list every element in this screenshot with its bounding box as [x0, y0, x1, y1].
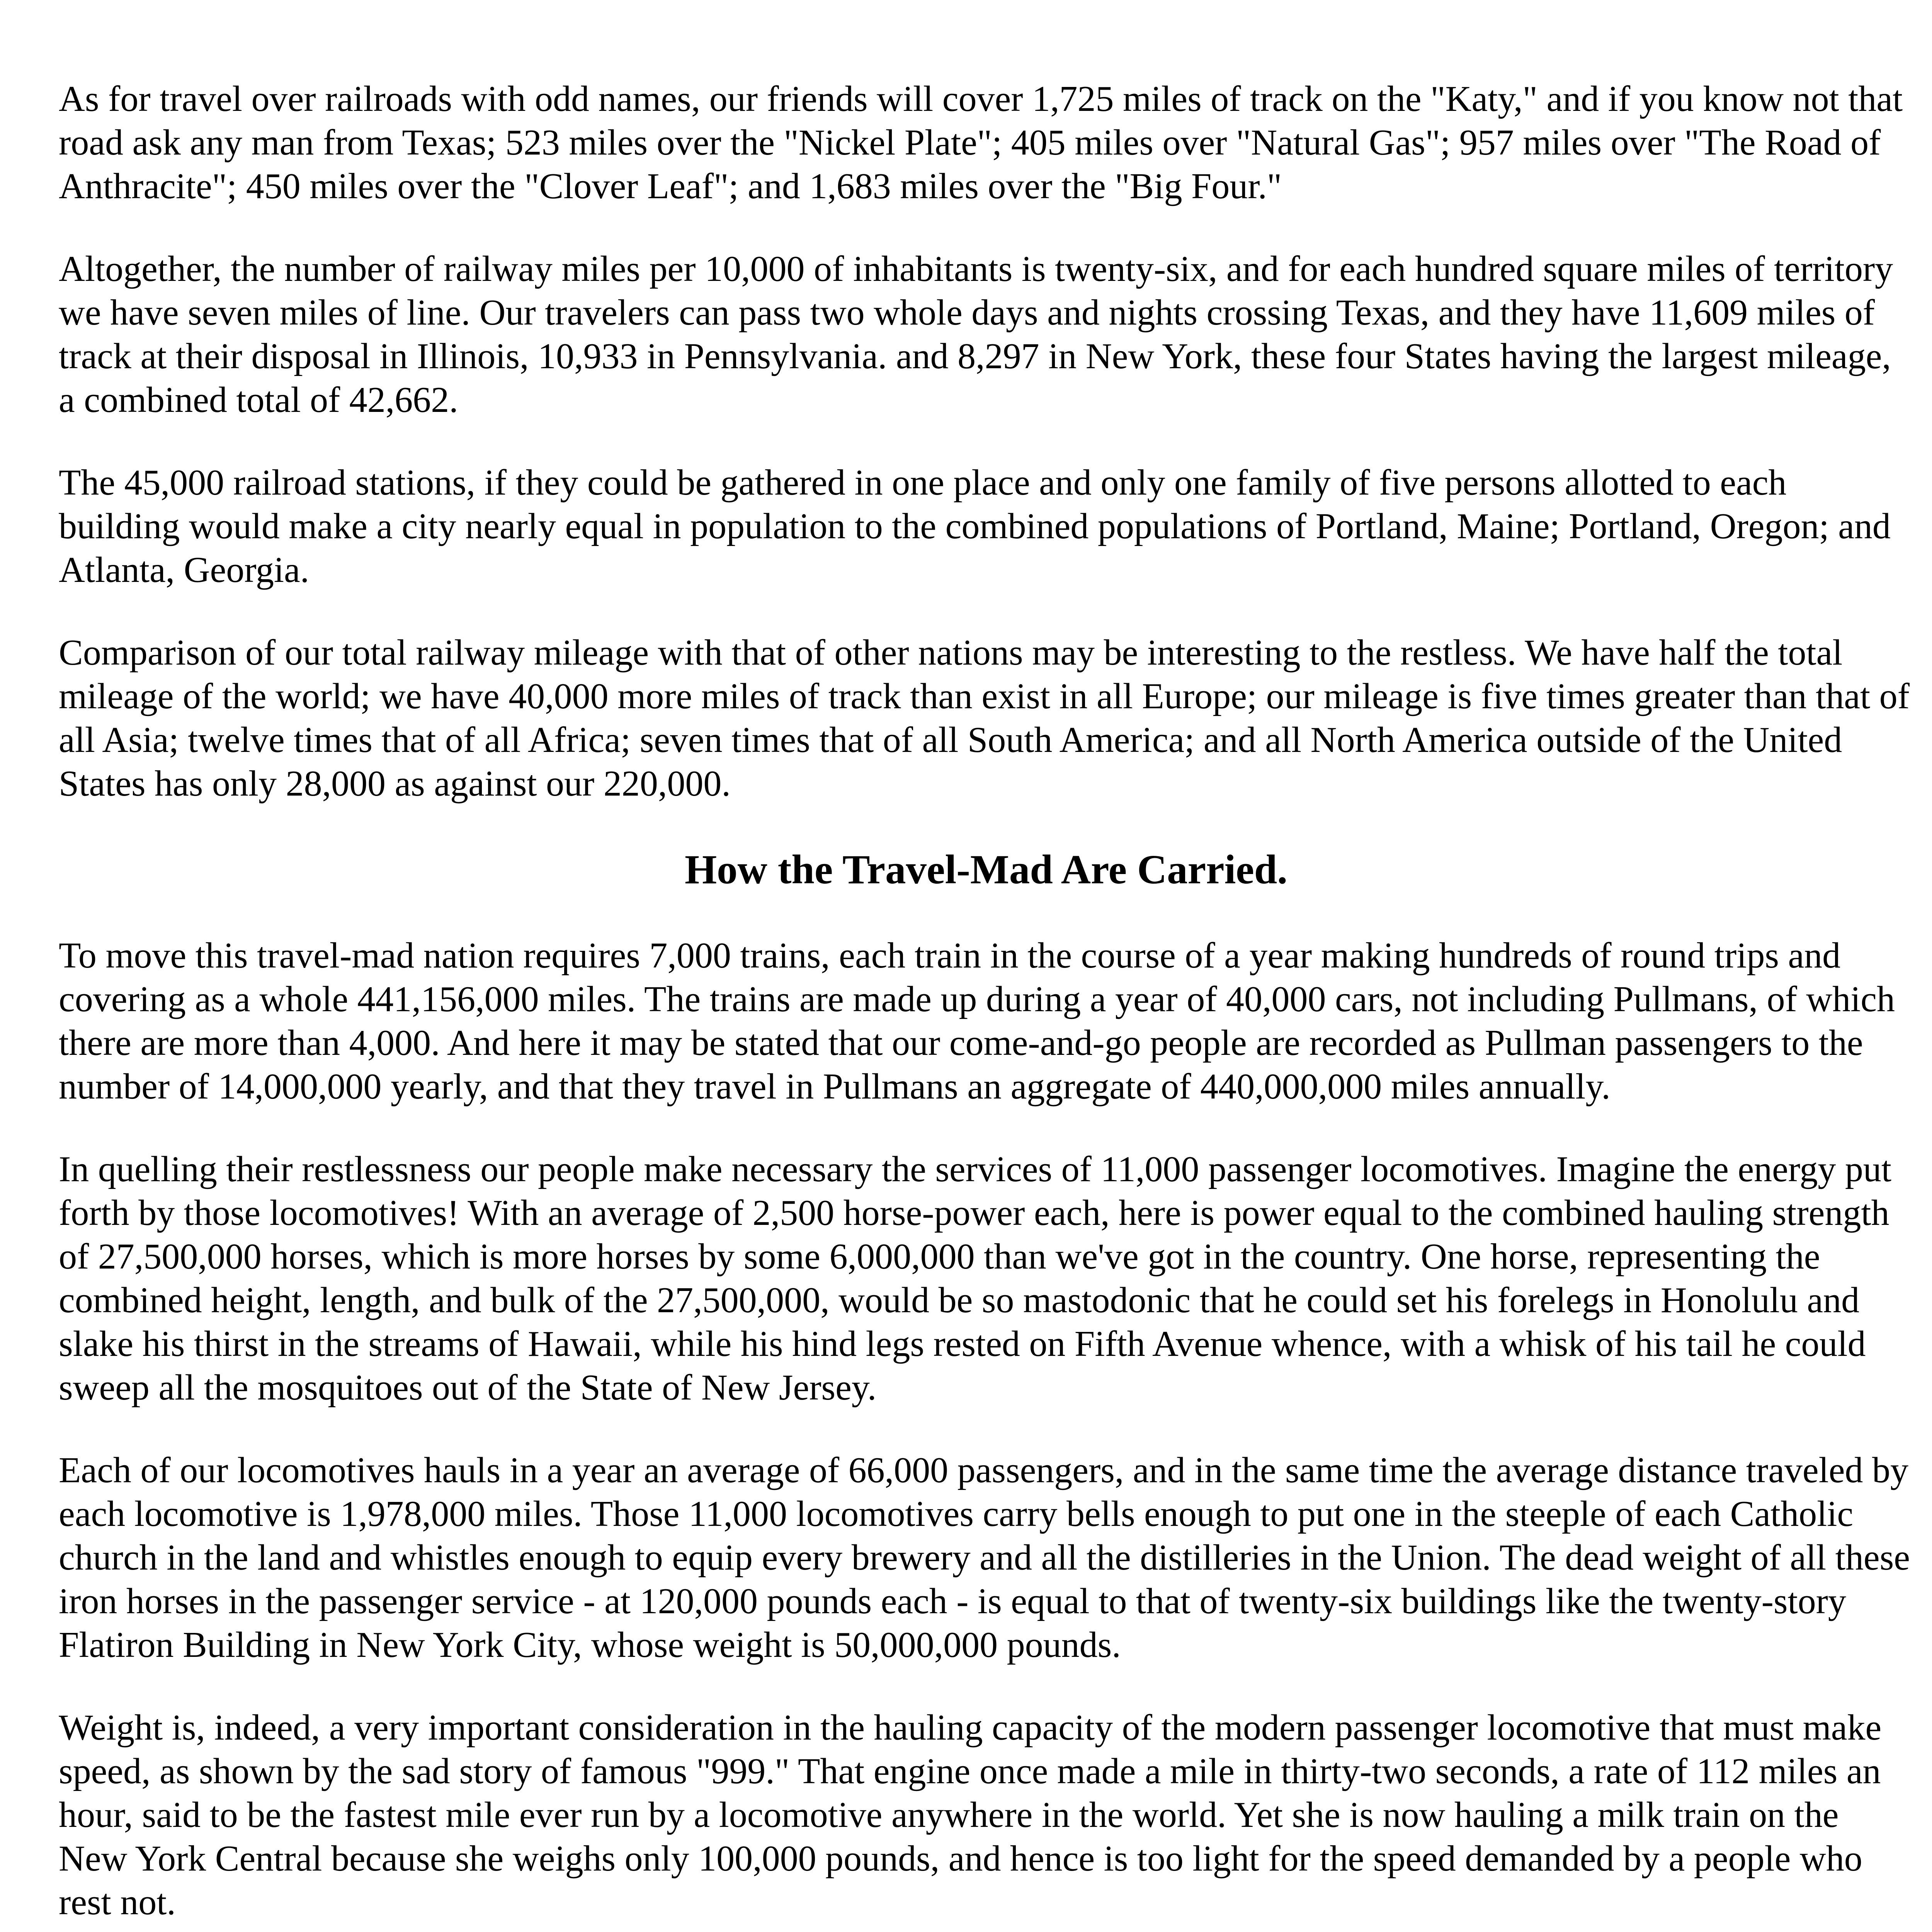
paragraph-railroad-stations: The 45,000 railroad stations, if they could be gathered in one place and only one family of five persons allotted to each building would make a city nearly equal in population to the combined populations of Portland, Maine; Portland, Oregon; and Atlanta, Georgia.	[59, 463, 1891, 590]
paragraph-mileage-comparison: Comparison of our total railway mileage with that of other nations may be interesting to the restless. We have half the total mileage of the world; we have 40,000 more miles of track than exist in all Europe; our mileage is five times greater than that of all Asia; twelve times that of all Africa; seven times that of all South America; and all North America outside of the United States has only 28,000 as against our 220,000.	[59, 633, 1910, 804]
paragraph-railway-miles-per-inhabitants: Altogether, the number of railway miles per 10,000 of inhabitants is twenty-six, and for each hundred square miles of territory we have seven miles of line. Our travelers can pass two whole days and nights crossing Texas, and they have 11,609 miles of track at their disposal in Illinois, 10,933 in Pennsylvania. and 8,297 in New York, these four States having the largest mileage, a combined total of 42,662.	[59, 249, 1893, 420]
paragraph-engine-999: Weight is, indeed, a very important consideration in the hauling capacity of the modern passenger locomotive that must make speed, as shown by the sad story of famous "999." That engine once made a mile in thirty-two seconds, a rate of 112 miles an hour, said to be the fastest mile ever run by a locomotive anywhere in the world. Yet she is now hauling a milk train on the New York Central because she weighs only 100,000 pounds, and hence is too light for the speed demanded by a people who rest not.	[59, 1708, 1882, 1922]
paragraph-trains-and-cars: To move this travel-mad nation requires 7,000 trains, each train in the course of a year making hundreds of round trips and covering as a whole 441,156,000 miles. The trains are made up during a year of 40,000 cars, not including Pullmans, of which there are more than 4,000. And here it may be stated that our come-and-go people are recorded as Pullman passengers to the number of 14,000,000 yearly, and that they travel in Pullmans an aggregate of 440,000,000 miles annually.	[59, 935, 1895, 1107]
document-page	[59, 77, 1913, 1932]
section-heading-travel-mad: How the Travel-Mad Are Carried.	[684, 847, 1288, 893]
paragraph-odd-named-railroads: As for travel over railroads with odd names, our friends will cover 1,725 miles of track on the "Katy," and if you know not that road ask any man from Texas; 523 miles over the "Nickel Plate"; 405 miles over "Natural Gas"; 957 miles over "The Road of Anthracite"; 450 miles over the "Clover Leaf"; and 1,683 miles over the "Big Four."	[59, 79, 1903, 206]
paragraph-locomotive-hauls: Each of our locomotives hauls in a year an average of 66,000 passengers, and in the same time the average distance traveled by each locomotive is 1,978,000 miles. Those 11,000 locomotives carry bells enough to put one in the steeple of each Catholic church in the land and whistles enough to equip every brewery and all the distilleries in the Union. The dead weight of all these iron horses in the passenger service - at 120,000 pounds each - is equal to that of twenty-six buildings like the twenty-story Flatiron Building in New York City, whose weight is 50,000,000 pounds.	[59, 1450, 1910, 1665]
paragraph-passenger-locomotives: In quelling their restlessness our people make necessary the services of 11,000 passenger locomotives. Imagine the energy put forth by those locomotives! With an average of 2,500 horse-power each, here is power equal to the combined hauling strength of 27,500,000 horses, which is more horses by some 6,000,000 than we've got in the country. One horse, representing the combined height, length, and bulk of the 27,500,000, would be so mastodonic that he could set his forelegs in Honolulu and slake his thirst in the streams of Hawaii, while his hind legs rested on Fifth Avenue whence, with a whisk of his tail he could sweep all the mosquitoes out of the State of New Jersey.	[59, 1149, 1892, 1408]
